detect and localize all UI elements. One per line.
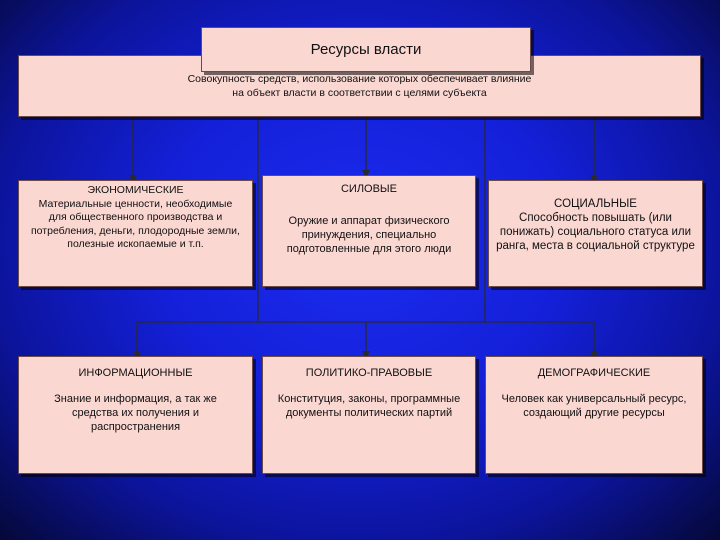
resource-heading: ИНФОРМАЦИОННЫЕ: [78, 367, 193, 379]
title-box: [201, 27, 531, 72]
resource-heading: СИЛОВЫЕ: [340, 183, 398, 195]
definition-line-2: на объект власти в соответствии с целями субъекта: [232, 87, 487, 99]
resource-description: Оружие и аппарат физического принуждения, специально подготовленные для этого люди: [286, 215, 452, 255]
definition-line-1: Совокупность средств, использование которых обеспечивает влияние: [187, 73, 532, 85]
resource-box-demographic: [485, 356, 703, 474]
resource-heading: ПОЛИТИКО-ПРАВОВЫЕ: [305, 367, 433, 379]
resource-description: Знание и информация, а так же средства их получения и распространения: [54, 393, 217, 433]
resource-heading: ДЕМОГРАФИЧЕСКИЕ: [537, 367, 651, 379]
resource-box-economic: [18, 180, 253, 287]
resource-description: Способность повышать (или понижать) социального статуса или ранга, места в социальной структуре: [496, 212, 695, 252]
resource-description: Материальные ценности, необходимые для общественного производства и потребления, деньги, плодородные земли, полезные ископаемые и т.п.: [31, 197, 240, 250]
resource-box-social: [488, 180, 703, 287]
resource-box-political-legal: [262, 356, 476, 474]
resource-heading: СОЦИАЛЬНЫЕ: [554, 198, 637, 210]
resource-description: Конституция, законы, программные документы политических партий: [277, 393, 461, 419]
title: Ресурсы власти: [310, 41, 422, 58]
resource-description: Человек как универсальный ресурс, создающий другие ресурсы: [501, 393, 687, 419]
resource-box-force: [262, 175, 476, 287]
resource-box-informational: [18, 356, 253, 474]
resource-heading: ЭКОНОМИЧЕСКИЕ: [87, 184, 184, 196]
